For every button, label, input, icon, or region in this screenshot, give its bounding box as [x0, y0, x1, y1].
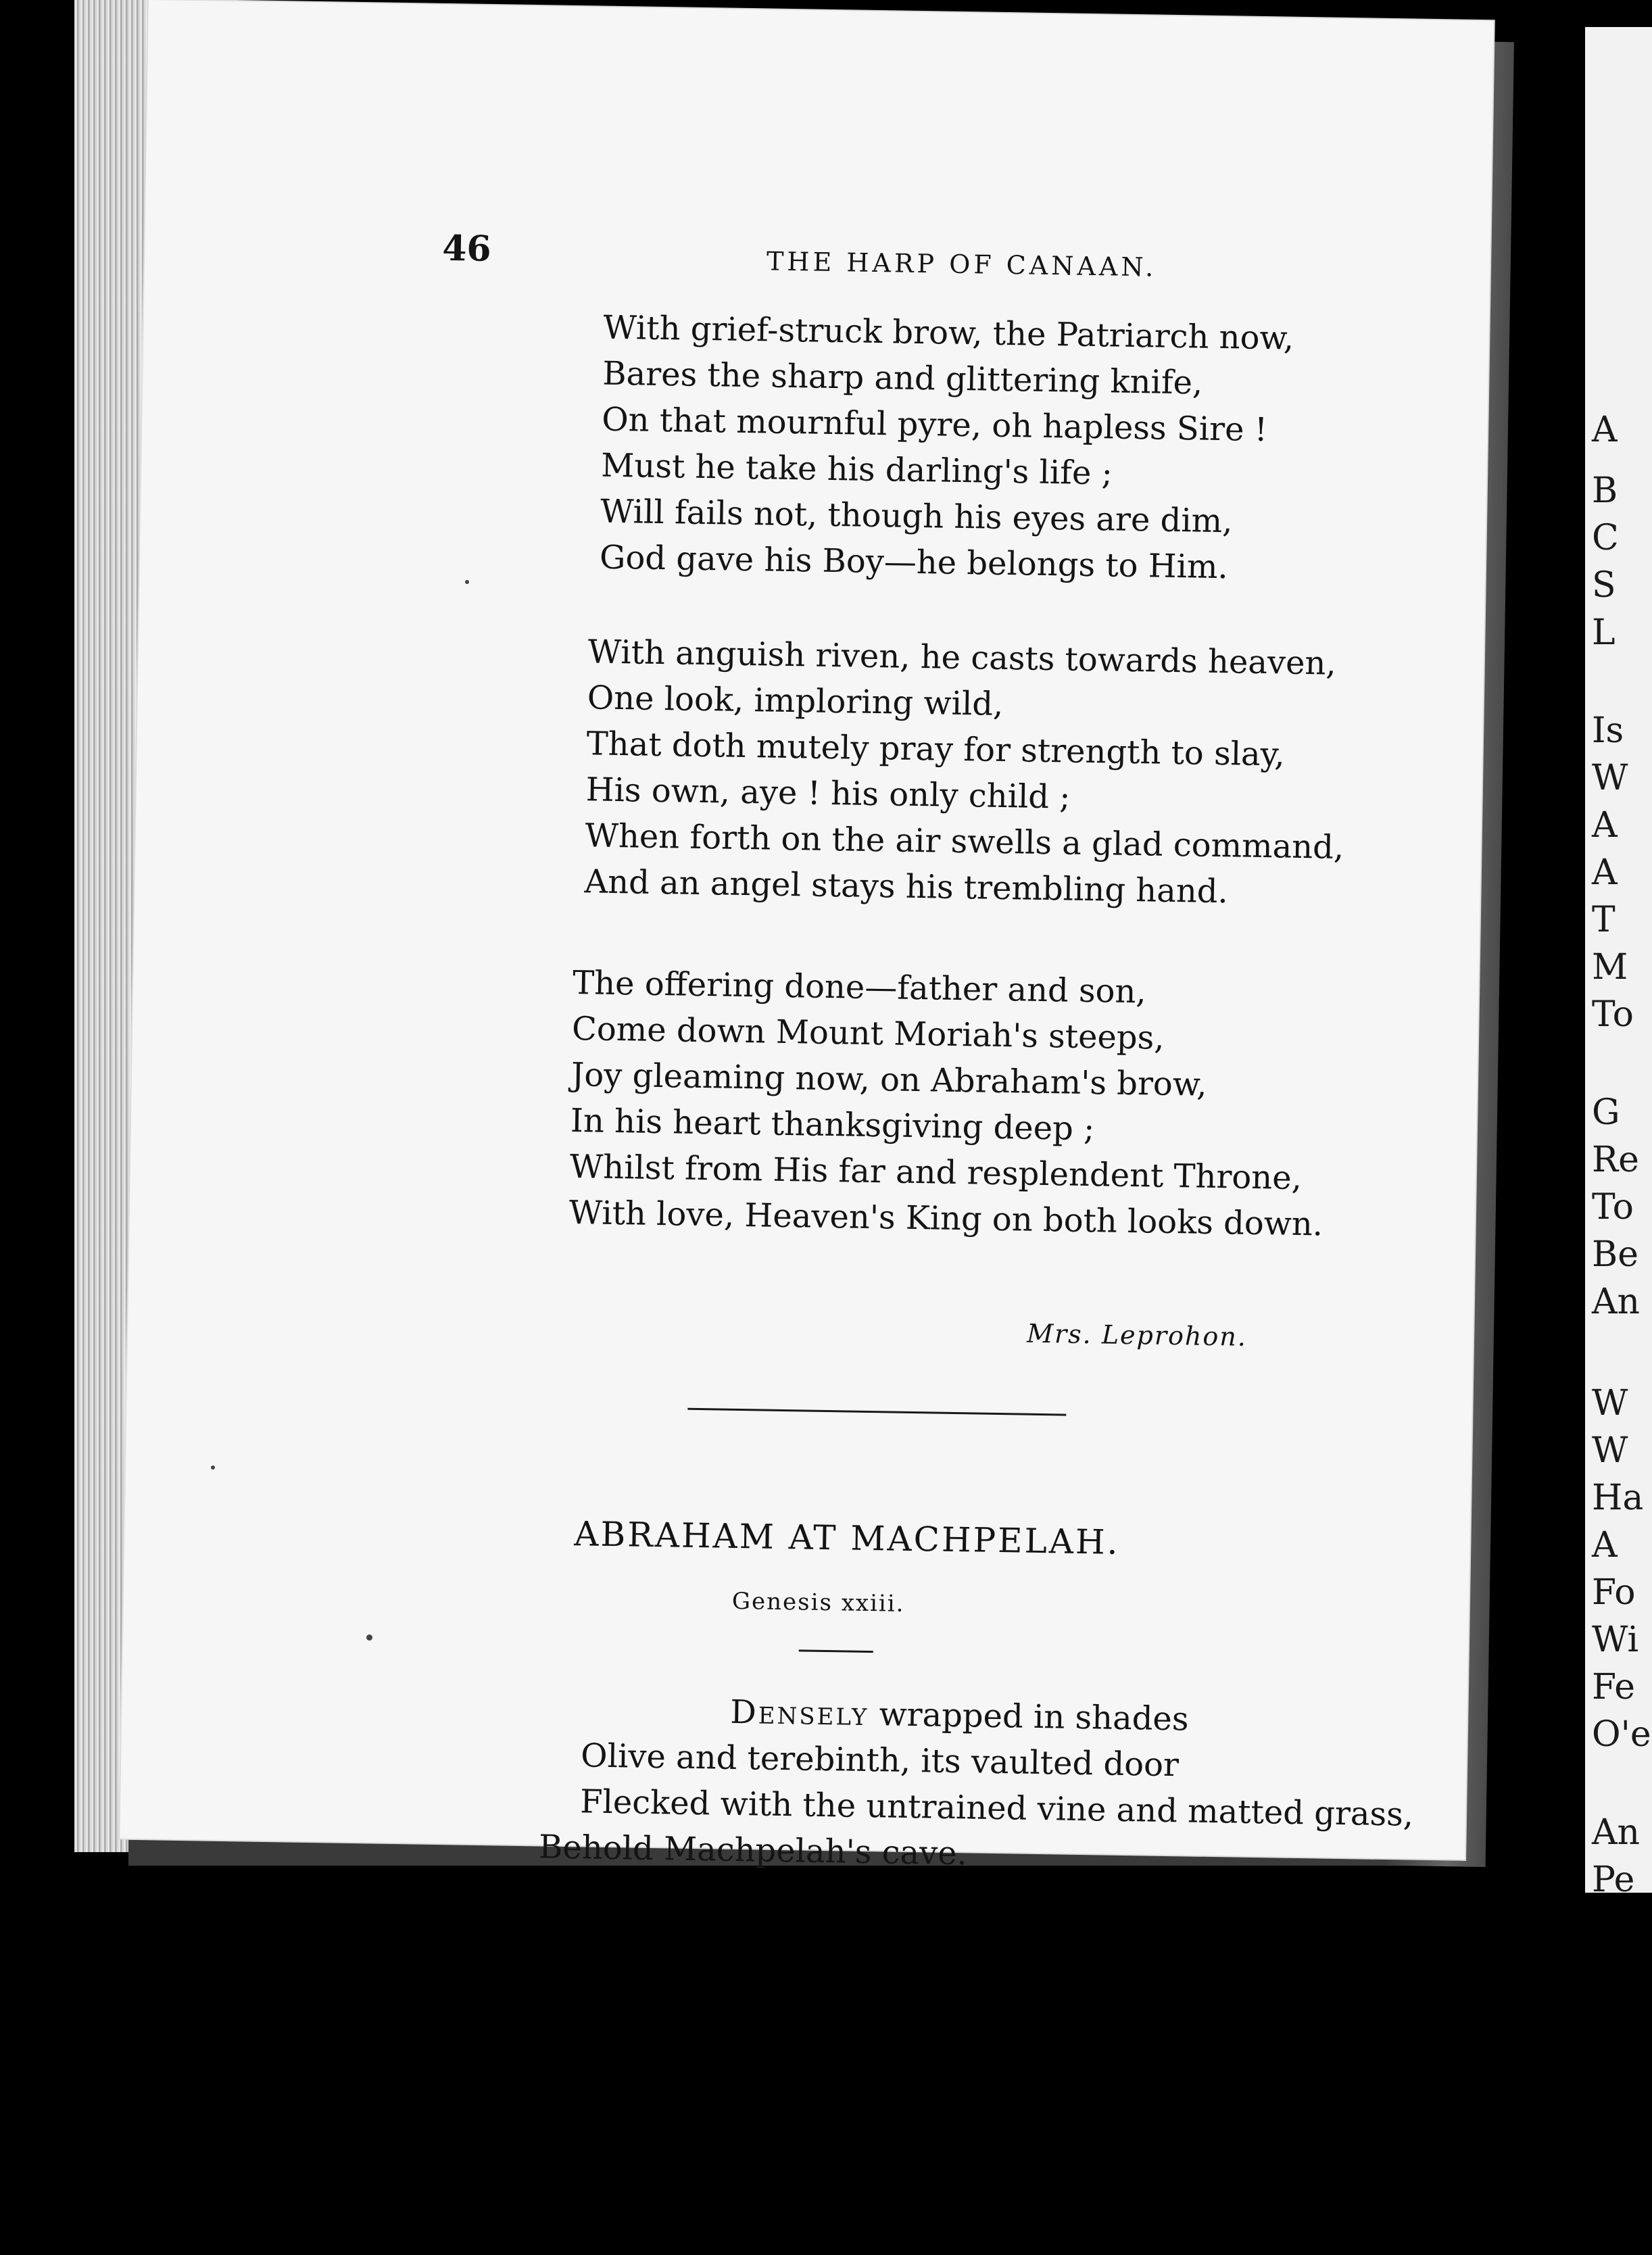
- verse-line: With anguish riven, he casts towards heaven,: [587, 633, 1337, 683]
- book-page: [120, 0, 1493, 1873]
- verse-line: One look, imploring wild,: [587, 679, 1004, 723]
- facing-line: Wi: [1592, 1620, 1639, 1660]
- facing-line: Fo: [1592, 1572, 1636, 1613]
- verse-line: Joy gleaming now, on Abraham's brow,: [570, 1056, 1207, 1104]
- dropcap-word: Densely: [729, 1693, 869, 1734]
- facing-line: A: [1592, 852, 1618, 893]
- page-number: 46: [441, 227, 492, 270]
- facing-line: S: [1592, 565, 1616, 606]
- first-line-rest: wrapped in shades: [868, 1695, 1189, 1739]
- facing-line: L: [1592, 612, 1615, 653]
- facing-line: An: [1592, 1282, 1641, 1322]
- title-divider: [799, 1649, 873, 1653]
- facing-line: A: [1592, 410, 1618, 450]
- facing-line: T: [1592, 900, 1615, 940]
- facing-line: W: [1592, 758, 1628, 798]
- verse-line: Flecked with the untrained vine and matted grass,: [579, 1783, 1414, 1834]
- verse-line: With love, Heaven's King on both looks down.: [568, 1193, 1323, 1244]
- facing-line: M: [1592, 947, 1628, 988]
- poem-title: ABRAHAM AT MACHPELAH.: [573, 1514, 1120, 1562]
- facing-line: W: [1592, 1430, 1628, 1471]
- verse-line: Bares the sharp and glittering knife,: [602, 354, 1203, 402]
- facing-line: C: [1592, 518, 1619, 558]
- stanza-1: [600, 305, 1294, 591]
- speck: [366, 1634, 372, 1641]
- facing-line: B: [1592, 470, 1618, 511]
- verse-line: God gave his Boy—he belongs to Him.: [599, 538, 1229, 587]
- speck: [465, 580, 469, 584]
- stanza-2: [584, 629, 1347, 917]
- verse-line: The offering done—father and son,: [572, 964, 1147, 1011]
- speck: [211, 1465, 215, 1470]
- running-title: THE HARP OF CANAAN.: [766, 246, 1157, 283]
- facing-line: Be: [1592, 1234, 1638, 1275]
- facing-line: Fe: [1592, 1667, 1636, 1707]
- facing-line: To: [1592, 994, 1634, 1035]
- facing-line: G: [1592, 1092, 1620, 1133]
- facing-line: Ha: [1592, 1478, 1644, 1518]
- facing-line: W: [1592, 1383, 1628, 1424]
- poem-subtitle: Genesis xxiii.: [731, 1587, 905, 1618]
- verse-line: Whilst from His far and resplendent Throne,: [569, 1148, 1303, 1198]
- facing-line: A: [1592, 1525, 1618, 1566]
- verse-line: Must he take his darling's life ;: [600, 446, 1113, 493]
- verse-line: Olive and terebinth, its vaulted door: [580, 1737, 1180, 1785]
- verse-line: And an angel stays his trembling hand.: [584, 863, 1229, 911]
- verse-line: With grief-struck brow, the Patriarch now,: [603, 308, 1294, 358]
- verse-line: His own, aye ! his only child ;: [585, 771, 1071, 817]
- verse-line: Behold Machpelah's cave.: [538, 1828, 968, 1873]
- facing-line: An: [1592, 1812, 1641, 1853]
- facing-line: To: [1592, 1187, 1634, 1228]
- verse-line: Will fails not, though his eyes are dim,: [600, 492, 1233, 541]
- facing-line: O'e: [1592, 1714, 1651, 1755]
- facing-line: Re: [1592, 1140, 1639, 1180]
- author-signature: Mrs. Leprohon.: [1026, 1318, 1248, 1352]
- facing-line: Is: [1592, 710, 1624, 751]
- verse-line: That doth mutely pray for strength to slay,: [586, 725, 1286, 774]
- page-header: [442, 228, 1349, 283]
- verse-line: On that mournful pyre, oh hapless Sire !: [601, 400, 1268, 450]
- poem2-opening: [539, 1686, 1415, 1883]
- verse-line: Come down Mount Moriah's steeps,: [571, 1010, 1165, 1057]
- section-divider: [687, 1408, 1066, 1416]
- verse-line: In his heart thanksgiving deep ;: [570, 1102, 1095, 1148]
- verse-line: When forth on the air swells a glad command,: [585, 817, 1344, 867]
- facing-line: A: [1592, 805, 1618, 846]
- stanza-3: [568, 960, 1327, 1247]
- facing-line: Pe: [1592, 1860, 1635, 1900]
